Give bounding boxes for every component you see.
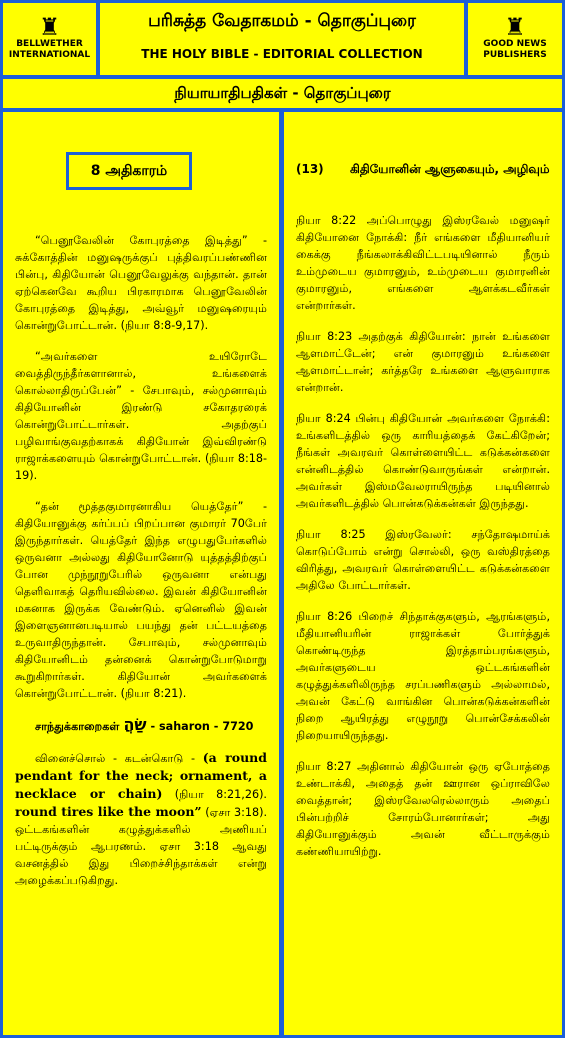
left-paragraph-4 bbox=[15, 716, 267, 735]
verse-8-22: நியா 8:22 அப்பொழுது இஸ்ரவேல் மனுஷர் கிதியோனை நோக்கி: நீர் எங்களை மீதியானியர் கைக்கு நீங்கலாக்கிவிட்டபடியினால் நீரும் உம்முடைய குமாரனும், உம்முடைய குமாரனின் குமாரனும், எங்களை ஆளக்கடவீர்கள் என்றார்கள். bbox=[296, 214, 550, 312]
left-paragraph-1: “பெனூவேலின் கோபுரத்தை இடித்து” - சுக்கோத்தின் மனுஷருக்குப் புத்திவரப்பண்ணின பின்பு, கிதியோன் பெனூவேலுக்கு வந்தான். தான் ஏற்கெனவே கூறிய பிரகாரமாக பெனூவேலின் கோபுரத்தை இடித்து, அவ்வூர் மனுஷரையும் கொன்றுபோட்டான். (நியா 8:8-9,17). bbox=[15, 234, 267, 332]
tower-icon: ♜ bbox=[504, 13, 526, 41]
left-paragraph-2: “அவர்களை உயிரோடே வைத்திருந்தீர்களானால், உங்களைக் கொல்லாதிருப்பேன்” - சேபாவும், சல்முனாவும் கிதியோனின் இரண்டு சகோதரரைக் கொன்றுபோட்டார்கள். அதற்குப் பழிவாங்குவதற்காகக் கிதியோன் இவ்விரண்டு ராஜாக்களையும் கொன்றுபோட்டான். (நியா 8:18-19). bbox=[15, 350, 267, 482]
right-text bbox=[284, 160, 562, 874]
logo-line2: PUBLISHERS bbox=[483, 50, 547, 60]
verse-8-25: நியா 8:25 இஸ்ரவேலர்: சந்தோஷமாய்க் கொடுப்போம் என்று சொல்லி, ஒரு வஸ்திரத்தை விரித்து, அவரவர் கொள்ளையிட்ட கடுக்கன்களை அதிலே போட்டார்கள். bbox=[296, 528, 550, 592]
verse-8-23: நியா 8:23 அதற்குக் கிதியோன்: நான் உங்களை ஆளமாட்டேன்; என் குமாரனும் உங்களை ஆளமாட்டான்; கர்த்தரே உங்களை ஆளுவாராக என்றான். bbox=[296, 330, 550, 394]
chapter-box: 8 அதிகாரம் bbox=[66, 152, 192, 190]
right-column bbox=[284, 112, 562, 1035]
word-strongs: - saharon - 7720 bbox=[150, 720, 254, 733]
verse-8-27: நியா 8:27 அதினால் கிதியோன் ஒரு ஏபோத்தை உண்டாக்கி, அதைத் தன் ஊரான ஒப்ராவிலே வைத்தான்; இஸ்ரவேலரெல்லாரும் அதைப் பின்பற்றிச் சோரம்போனார்கள்; அது கிதியோனுக்கும் அவன் வீட்டாருக்கும் கண்ணியாயிற்று. bbox=[296, 760, 550, 858]
title-tamil: பரிசுத்த வேதாகமம் - தொகுப்புரை bbox=[148, 11, 416, 31]
word-hebrew: שַׂהֲ bbox=[123, 715, 147, 734]
bellwether-logo bbox=[3, 15, 96, 61]
word-tamil: சாந்துக்காறைகள் bbox=[35, 720, 120, 733]
left-paragraph-5 bbox=[15, 749, 267, 889]
bell-icon: ♜ bbox=[38, 13, 61, 41]
logo-line1: BELLWETHER bbox=[16, 39, 83, 49]
definition-tail: (ஏசா 3:18). ஒட்டகங்களின் கழுத்துக்களில் அணியப் பட்டிருக்கும் ஆபரணம். ஏசா 3:18 ஆவது வசனத்தில் இது பிறைச்சிந்தாக்கள் என்று அழைக்கப்படுகிறது. bbox=[15, 806, 268, 887]
left-text bbox=[3, 232, 279, 903]
definition-english: (a round pendant for the neck; ornament, a necklace or chain) bbox=[15, 750, 267, 801]
section-title-box bbox=[3, 79, 562, 108]
definition-ref: (நியா 8:21,26). bbox=[174, 788, 267, 801]
good-news-logo bbox=[468, 15, 562, 61]
left-column bbox=[3, 112, 279, 1035]
left-paragraph-3: “தன் மூத்தகுமாரனாகிய யெத்தேர்” - கிதியோனுக்கு கர்ப்பப் பிறப்பான குமாரர் 70பேர் இருந்தார்கள். யெத்தேர் இந்த எழுபதுபேர்களில் ஒருவனா அல்லது கிதியோனோடு யுத்தத்திற்குப் போன முந்நூறுபேரில் ஒருவனா என்பது தெளிவாகத் தெரியவில்லை. இவன் கிதியோனின் மகனாக இருக்க வேண்டும். ஏனெனில் இவன் இளைஞனானபடியால் பயந்து தன் பட்டயத்தை உருவாதிருந்தான். சேபாவும், சல்முனாவும் கிதியோனிடம் தன்னைக் கொன்றுபோடுமாறு கூறுகிறார்கள். கிதியோன் அவர்களைக் கொன்றுபோட்டான். (நியா 8:21). bbox=[15, 500, 267, 700]
verse-8-26: நியா 8:26 பிறைச் சிந்தாக்குகளும், ஆரங்களும், மீதியானியரின் ராஜாக்கள் போர்த்துக் கொண்டிருந்த இரத்தாம்பரங்களும், அவர்களுடைய ஒட்டகங்களின் கழுத்துக்களிலிருந்த சரப்பணிகளும் அல்லாமல், அவன் கேட்டு வாங்கின பொன்கடுக்கன்களின் நிறை ஆயிரத்து எழுநூறு பொன்சேக்கலின் நிறையாயிருந்தது. bbox=[296, 610, 550, 742]
logo-line2: INTERNATIONAL bbox=[8, 50, 91, 60]
logo-line1: GOOD NEWS bbox=[483, 39, 547, 49]
definition-english-2: round tires like the moon” bbox=[15, 804, 202, 819]
left-logo-box bbox=[3, 3, 96, 75]
heading-number: (13) bbox=[296, 162, 324, 176]
title-box bbox=[100, 3, 464, 75]
definition-label: வினைச்சொல் - கடன்கொடு - bbox=[35, 752, 196, 765]
right-heading bbox=[296, 160, 550, 178]
heading-text: கிதியோனின் ஆளுகையும், அழிவும் bbox=[350, 162, 550, 176]
section-title: நியாயாதிபதிகள் - தொகுப்புரை bbox=[174, 84, 391, 102]
verse-8-24: நியா 8:24 பின்பு கிதியோன் அவர்களை நோக்கி: உங்களிடத்தில் ஒரு காரியத்தைக் கேட்கிறேன்; நீங்கள் அவரவர் கொள்ளையிட்ட கடுக்கன்களை என்னிடத்தில் கொண்டுவாருங்கள் என்றான். அவர்கள் இஸ்மவேலராயிருந்த படியினால் அவர்களிடத்தில் பொன்கடுக்கன்கள் இருந்தது. bbox=[296, 412, 550, 510]
title-english: THE HOLY BIBLE - EDITORIAL COLLECTION bbox=[141, 47, 423, 61]
right-logo-box bbox=[468, 3, 562, 75]
